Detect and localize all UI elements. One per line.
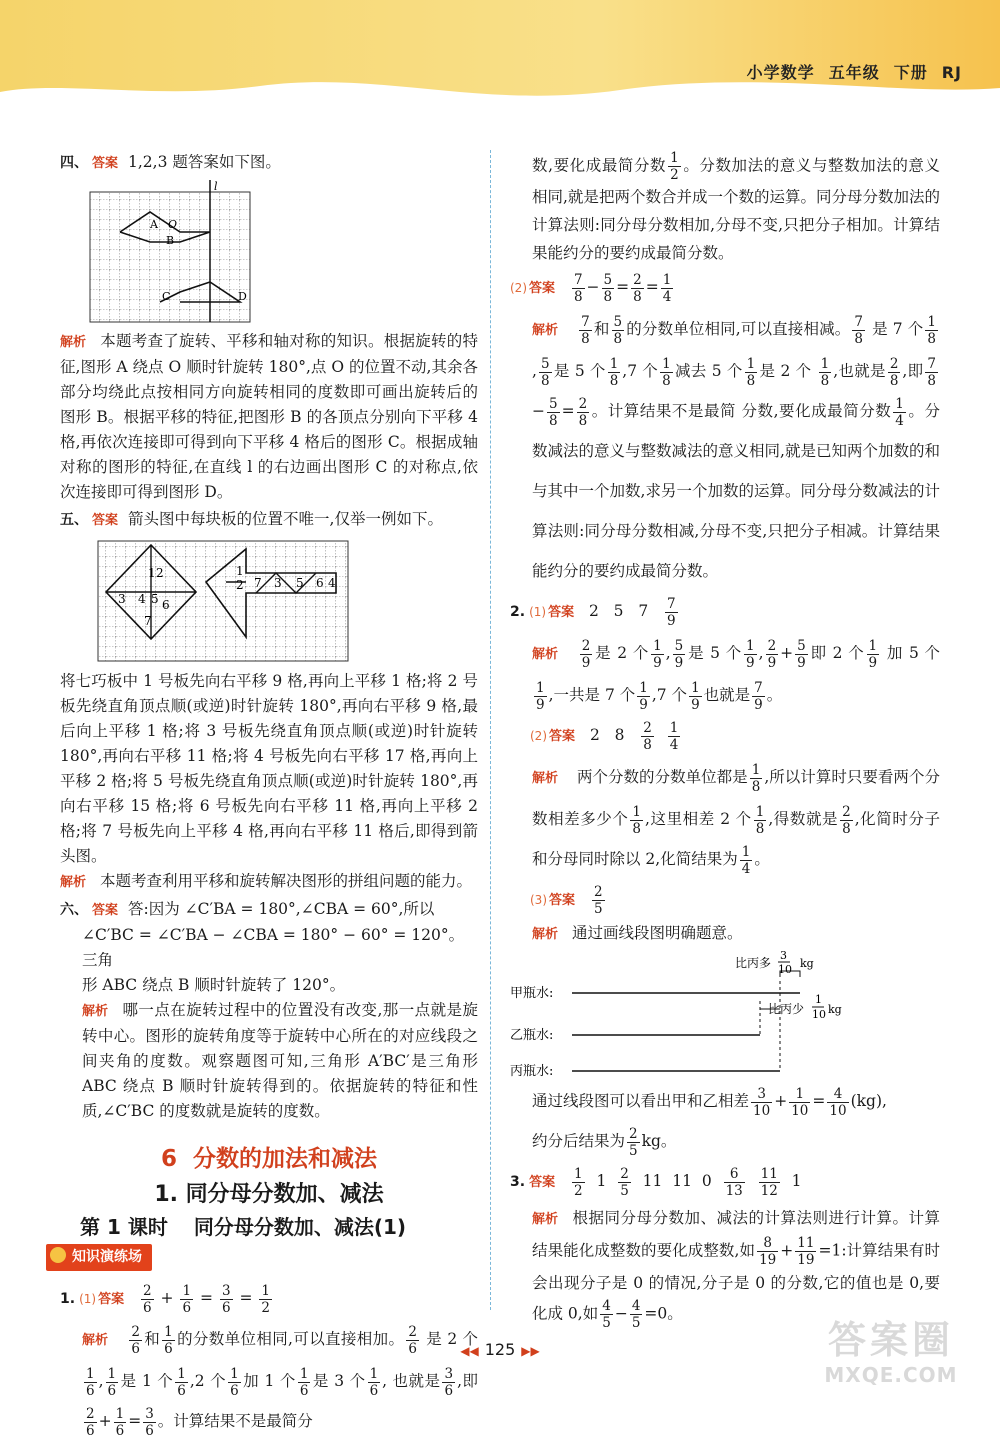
label-l: l xyxy=(214,180,218,193)
label-d: D xyxy=(238,290,247,303)
svg-text:4: 4 xyxy=(328,576,336,590)
q3-analysis: 解析 根据同分母分数加、减法的计算法则进行计算。计算结果能化成整数的要化成整数,如 $\frac{8}{19}$ + $\frac{11}{19}$ =1:计算结果有时会出现分子是 0 的情况,分子是 0 的分数,它的值也是 0,要化成 0,如 $\frac{4}{5}$ − $\frac{4}{5}$ =0。 xyxy=(532,1209,940,1331)
label-b: B xyxy=(166,234,175,247)
q1-answer-line: 1. (1) 答案 $\frac{2}{6}$ + $\frac{1}{6}$ = $\frac{3}{6}$ = $\frac{1}{2}$ xyxy=(60,1279,478,1319)
q6-answer xyxy=(60,897,478,998)
analysis-tag: 解析 xyxy=(82,1333,109,1348)
svg-text:丙瓶水:: 丙瓶水: xyxy=(510,1064,554,1079)
analysis-tag: 解析 xyxy=(82,1004,109,1019)
fraction: $\frac{3}{6}$ xyxy=(221,1282,231,1316)
tile-6: 6 xyxy=(162,598,170,612)
q3-answer-line: 3. 答案 $\frac{1}{2}$ 1 $\frac{2}{5}$ 11 11 0 $\frac{6}{13}$ $\frac{11}{12}$ 1 xyxy=(510,1165,802,1199)
prev-arrow-icon: ◀◀ xyxy=(460,1344,479,1358)
q4-analysis-text: 本题考查了旋转、平移和轴对称的知识。根据旋转的特征,图形 A 绕点 O 顺时针旋转 180°,点 O 的位置不动,其余各部分均绕此点按相同方向旋转相同的度数即可画出旋转后的图形 B。根据平移的特征,把图形 B 的各顶点分别向下平移 4 格,再依次连接即可得到向下平移 4 格后的图形 C。根据成轴对称的图形的特征,在直线 l 的右边画出图形 C 的对称点,依次连接即可得到图形 D。 xyxy=(60,332,478,501)
q5-body: 将七巧板中 1 号板先向右平移 9 格,再向上平移 1 格;将 2 号板先绕直角顶点顺(或逆)时针旋转 180°,再向右平移 9 格,最后向上平移 1 格;将 3 号板先绕直角顶点顺(或逆)时针旋转 180°,再向右平移 11 格;将 4 号板先向右平移 17 格,再向上平移 2 格;将 5 号板先绕直角顶点顺(或逆)时针旋转 180°,再向右平移 15 格;将 6 号板先向右平移 11 格,再向上平移 2 格;将 7 号板先向上平移 4 格,再向右平移 11 格后,即得到箭头图。 xyxy=(60,672,478,865)
fraction: $\frac{1}{6}$ xyxy=(182,1282,192,1316)
q6-analysis-text: 哪一点在旋转过程中的位置没有改变,那一点就是旋转中心。图形的旋转角度等于旋转中心所在的对应线段之间夹角的度数。观察题图可知,三角形 A′BC′是三角形 ABC 绕点 B 顺时针旋转得到的。依据旋转的特征和性质,∠C′BC 的度数就是旋转的度数。 xyxy=(82,1001,478,1120)
svg-text:7: 7 xyxy=(254,576,262,590)
q5-answer-text: 箭头图中每块板的位置不唯一,仅举一例如下。 xyxy=(128,510,443,528)
q6-answer-l2: ∠C′BC = ∠C′BA − ∠CBA = 180° − 60° = 120°。三角 xyxy=(82,926,465,969)
lesson-number: 第 1 课时 xyxy=(80,1215,168,1239)
label-a: A xyxy=(150,218,158,231)
chapter-title: 分数的加法和减法 xyxy=(193,1146,378,1172)
q6-number: 六、 xyxy=(60,902,88,918)
header-grade: 五年级 xyxy=(828,63,880,82)
practice-banner: 知识演练场 xyxy=(46,1244,152,1271)
q2-analysis-3b: 通过线段图可以看出甲和乙相差 $\frac{3}{10}$ + $\frac{1}{10}$ = $\frac{4}{10}$ (kg), 约分后结果为 $\frac{2}{5}$ kg。 xyxy=(532,1085,887,1159)
q4-number: 四、 xyxy=(60,155,88,171)
svg-text:5: 5 xyxy=(296,576,304,590)
svg-text:比丙多: 比丙多 xyxy=(735,956,772,970)
svg-text:3: 3 xyxy=(274,576,282,590)
header-subject: 小学数学 xyxy=(746,63,815,82)
lesson-heading xyxy=(60,1212,478,1242)
next-arrow-icon: ▶▶ xyxy=(521,1344,540,1358)
label-c: C xyxy=(162,290,171,303)
svg-text:10: 10 xyxy=(778,963,792,976)
header-term: 下册 xyxy=(893,63,928,82)
svg-text:3: 3 xyxy=(780,949,787,962)
label-o: O xyxy=(168,218,178,231)
fraction: $\frac{2}{6}$ xyxy=(143,1282,152,1316)
header-title xyxy=(733,60,962,83)
right-column xyxy=(510,150,940,1331)
q2-answer-line-3: (3) 答案 $\frac{2}{5}$ xyxy=(530,883,603,917)
analysis-tag: 解析 xyxy=(60,335,87,350)
q5-answer-line xyxy=(60,507,478,533)
tile-1: 1 xyxy=(148,566,156,580)
tangram-arrow-figure xyxy=(96,537,436,665)
answer-tag: 答案 xyxy=(98,1292,125,1307)
chapter-number: 6 xyxy=(160,1146,177,1172)
fraction: $\frac{1}{2}$ xyxy=(261,1282,271,1316)
q2-analysis-2: 解析 两个分数的分数单位都是 $\frac{1}{8}$ ,所以计算时只要看两个分数相差多少个 $\frac{1}{8}$ ,这里相差 2 个 $\frac{1}{8}$ ,得数就是 $\frac{2}{8}$ ,化简时分子和分母同时除以 2,化简结果为 $\frac{1}{4}$ 。 xyxy=(532,761,940,877)
q1b-answer-line: (2) 答案 $\frac{7}{8}$ − $\frac{5}{8}$ = $\frac{2}{8}$ = $\frac{1}{4}$ xyxy=(510,271,672,305)
rotation-grid-figure xyxy=(90,180,290,325)
answer-tag: 答案 xyxy=(92,156,119,171)
q6-answer-l1: 答:因为 ∠C′BA = 180°,∠CBA = 60°,所以 xyxy=(128,900,435,918)
page-number: 125 xyxy=(484,1340,516,1359)
answer-tag: 答案 xyxy=(92,513,119,528)
svg-text:kg: kg xyxy=(800,957,814,970)
left-column xyxy=(60,150,478,1441)
q2-answer-line-2: (2) 答案 2 8 $\frac{2}{8}$ $\frac{1}{4}$ xyxy=(530,719,679,753)
q1b-analysis: 解析 $\frac{7}{8}$ 和 $\frac{5}{8}$ 的分数单位相同,可以直接相减。 $\frac{7}{8}$ 是 7 个 $\frac{1}{8}$ , $\frac{5}{8}$ 是 5 个 $\frac{1}{8}$ ,7 个 $\frac{1}{8}$ 减去 5 个 $\frac{1}{8}$ 是 2 个 $\frac{1}{8}$ ,也就是 $\frac{2}{8}$ ,即 $\frac{7}{8}$ − $\frac{5}{8}$ = $\frac{2}{8}$ 。计算结果不是最简 分数,要化成最简分数 $\frac{1}{4}$ 。分数减法的意义与整数减法的意义相同,就是已知两个加数的和与其中一个加数,求另一个加数的运算。同分母分数减法的计算法则:同分母分数相减,分母不变,只把分子相减。计算结果能约分的要约成最简分数。 xyxy=(532,313,940,580)
svg-text:甲瓶水:: 甲瓶水: xyxy=(510,986,554,1001)
q1-number: 1. xyxy=(60,1291,76,1307)
q5-number: 五、 xyxy=(60,512,88,528)
svg-text:10: 10 xyxy=(812,1008,826,1021)
q1-sub: (1) xyxy=(79,1292,97,1306)
svg-text:1: 1 xyxy=(815,993,822,1006)
tile-7: 7 xyxy=(144,614,152,628)
q6-analysis xyxy=(60,998,478,1124)
q6-answer-l3: 形 ABC 绕点 B 顺时针旋转了 120°。 xyxy=(82,976,346,994)
lesson-title: 同分母分数加、减法(1) xyxy=(193,1215,407,1239)
watermark-logo: 答案圈 MXQE.COM xyxy=(824,1318,958,1387)
q2-answer-line: 2. (1) 答案 2 5 7 $\frac{7}{9}$ xyxy=(510,595,676,629)
answer-tag: 答案 xyxy=(92,903,119,918)
q2-analysis-1: 解析 $\frac{2}{9}$ 是 2 个 $\frac{1}{9}$ , $\frac{5}{9}$ 是 5 个 $\frac{1}{9}$ , $\frac{2}{9}$ + $\frac{5}{9}$ 即 2 个 $\frac{1}{9}$ 加 5 个 $\frac{1}{9}$ ,一共是 7 个 $\frac{1}{9}$ ,7 个 $\frac{1}{9}$ 也就是 $\frac{7}{9}$ 。 xyxy=(532,637,941,713)
svg-text:比丙少: 比丙少 xyxy=(768,1002,805,1016)
column-divider xyxy=(490,150,491,1310)
svg-text:kg: kg xyxy=(828,1003,842,1016)
svg-text:1: 1 xyxy=(236,564,244,578)
tile-2: 2 xyxy=(156,566,164,580)
q1-analysis: 解析 $\frac{2}{6}$ 和 $\frac{1}{6}$ 的分数单位相同,可以直接相加。 $\frac{2}{6}$ 是 2 个 $\frac{1}{6}$ , $\frac{1}{6}$ 是 1 个 $\frac{1}{6}$ ,2 个 $\frac{1}{6}$ 加 1 个 $\frac{1}{6}$ 是 3 个 $\frac{1}{6}$ , 也就是 $\frac{3}{6}$ ,即 $\frac{2}{6}$ + $\frac{1}{6}$ = $\frac{3}{6}$ 。计算结果不是最简分 xyxy=(60,1319,478,1441)
q4-analysis xyxy=(60,329,478,505)
svg-text:2: 2 xyxy=(236,578,244,592)
q4-answer-line xyxy=(60,150,478,176)
q1-continued: 数,要化成最简分数 $\frac{1}{2}$ 。分数加法的意义与整数加法的意义相同,就是把两个数合并成一个数的运算。同分母分数加法的计算法则:同分母分数相加,分母不变,只把分子相加。计算结果能约分的要约成最简分数。 xyxy=(532,150,940,262)
tile-3: 3 xyxy=(118,592,126,606)
q4-answer-text: 1,2,3 题答案如下图。 xyxy=(128,153,281,171)
q5-analysis xyxy=(60,869,478,895)
q5-analysis-text: 本题考查利用平移和旋转解决图形的拼组问题的能力。 xyxy=(100,872,473,890)
segment-diagram xyxy=(510,951,930,1081)
section-heading: 1. 同分母分数加、减法 xyxy=(154,1182,384,1207)
chapter-heading xyxy=(60,1140,478,1178)
svg-text:乙瓶水:: 乙瓶水: xyxy=(510,1028,554,1043)
tile-4: 4 xyxy=(138,592,146,606)
header-edition: RJ xyxy=(941,63,962,82)
svg-text:6: 6 xyxy=(316,576,324,590)
q2-analysis-3: 解析 通过画线段图明确题意。 xyxy=(532,924,743,942)
analysis-tag: 解析 xyxy=(60,875,87,890)
tile-5: 5 xyxy=(151,592,159,606)
